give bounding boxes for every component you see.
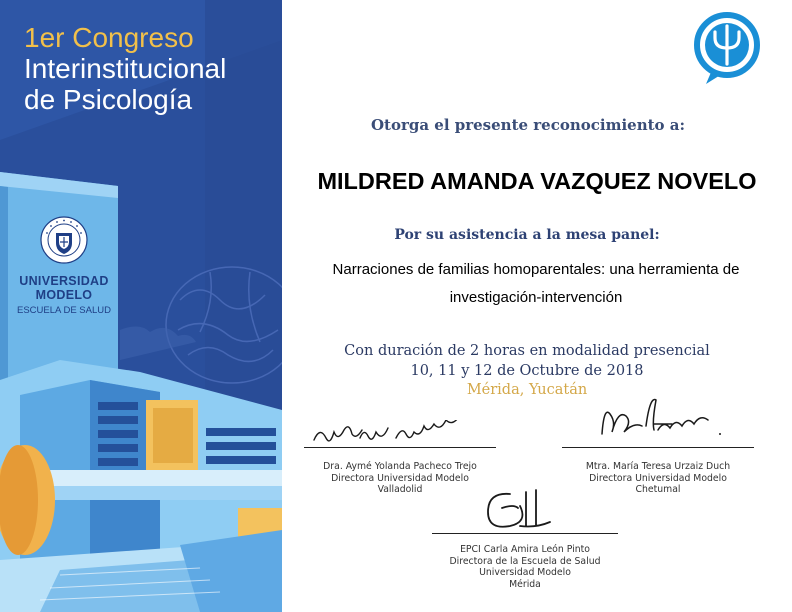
- signature-2-campus: Chetumal: [635, 484, 681, 495]
- signature-3-line: [432, 533, 618, 534]
- signature-3-caption: [420, 544, 630, 590]
- signature-1-handwriting: [312, 420, 492, 448]
- event-dates: 10, 11 y 12 de Octubre de 2018: [410, 362, 644, 379]
- panel-title: Narraciones de familias homoparentales: una herramienta de investigación-intervención: [332, 261, 740, 306]
- congress-title: [24, 24, 226, 114]
- event-details: [290, 342, 764, 401]
- signature-3-city: Mérida: [509, 578, 541, 590]
- duration-text: Con duración de 2 horas en modalidad presencial: [344, 343, 710, 359]
- signature-1-line: [304, 447, 496, 448]
- congress-title-line2: Interinstitucional: [24, 53, 227, 84]
- signature-2-name: Mtra. María Teresa Urzaiz Duch: [585, 461, 731, 472]
- certificate-intro: Otorga el presente reconocimiento a:: [370, 116, 686, 134]
- left-decorative-panel: [0, 0, 282, 612]
- signature-2-line: [562, 447, 754, 448]
- signature-1-caption: [300, 461, 500, 496]
- signature-1-campus: Valladolid: [377, 484, 423, 495]
- signature-3-handwriting: [480, 486, 556, 532]
- congress-title-line3: de Psicología: [24, 84, 193, 115]
- signature-1-role: Directora Universidad Modelo: [331, 472, 469, 484]
- signature-2-handwriting: [594, 398, 730, 448]
- university-name: [12, 274, 116, 316]
- signature-2-caption: [556, 461, 760, 496]
- signature-3-role: Directora de la Escuela de Salud: [449, 555, 601, 567]
- signature-3-name: EPCI Carla Amira León Pinto: [460, 544, 590, 555]
- signature-2-role: Directora Universidad Modelo: [589, 472, 727, 484]
- attendance-reason: Por su asistencia a la mesa panel:: [394, 227, 660, 243]
- recipient-name: MILDRED AMANDA VAZQUEZ NOVELO: [317, 168, 757, 194]
- signature-3-campus: Universidad Modelo: [479, 567, 571, 578]
- school-name-label: ESCUELA DE SALUD: [17, 305, 111, 316]
- university-seal-icon: [40, 216, 88, 264]
- university-name-label: UNIVERSIDAD MODELO: [19, 274, 109, 302]
- psychology-logo-icon: [692, 12, 762, 86]
- event-location: Mérida, Yucatán: [466, 382, 588, 398]
- congress-title-line1: 1er Congreso: [24, 22, 194, 53]
- signature-1-name: Dra. Aymé Yolanda Pacheco Trejo: [323, 461, 477, 472]
